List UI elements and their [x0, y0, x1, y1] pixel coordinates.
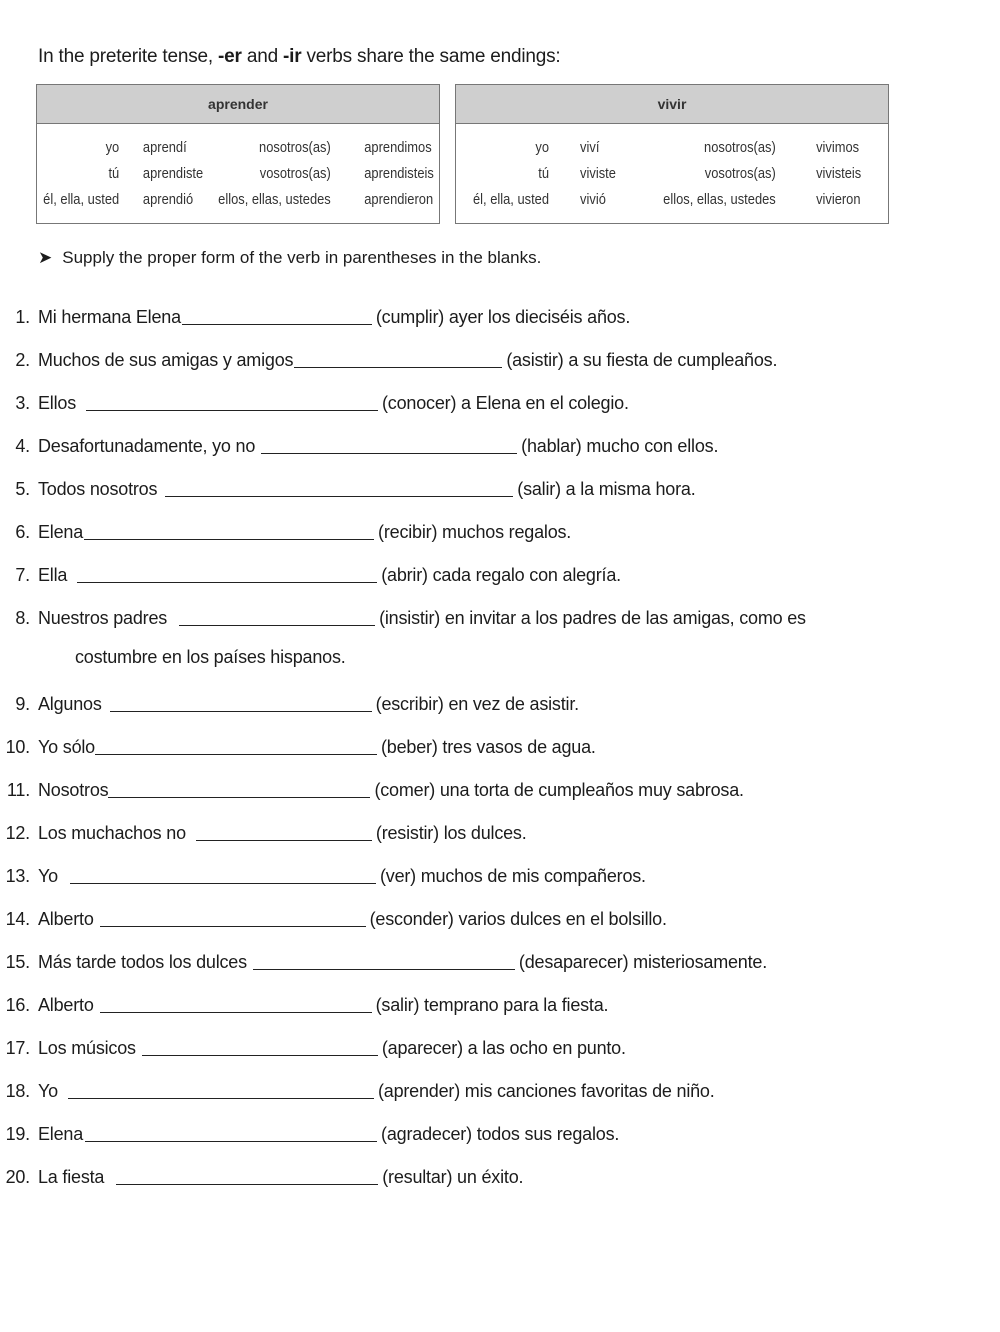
- pronoun: ellos, ellas, ustedes: [218, 190, 332, 208]
- verb-form: vivisteis: [815, 164, 862, 182]
- table-row: [456, 186, 885, 212]
- pronoun: nosotros(as): [259, 138, 332, 156]
- answer-blank[interactable]: [165, 474, 513, 497]
- pronoun: él, ella, usted: [472, 190, 549, 208]
- exercise-number: 11.: [6, 780, 30, 800]
- exercise-prompt: Desafortunadamente, yo no: [38, 436, 256, 456]
- exercise-number: 15.: [5, 952, 30, 972]
- aprender-conjugation-table: [36, 84, 440, 224]
- intro-post: verbs share the same endings:: [301, 46, 561, 67]
- exercise-verb-hint: (cumplir) ayer los dieciséis años.: [375, 307, 631, 327]
- exercise-verb-hint: (conocer) a Elena en el colegio.: [382, 393, 629, 413]
- exercise-verb-hint: (resultar) un éxito.: [382, 1167, 524, 1187]
- exercise-verb-hint: (asistir) a su fiesta de cumpleaños.: [506, 350, 778, 370]
- answer-blank[interactable]: [100, 904, 366, 927]
- exercise-item: [0, 341, 777, 371]
- exercise-prompt: Yo sólo: [38, 737, 95, 757]
- exercise-item: [0, 857, 646, 887]
- exercise-item: [0, 1029, 626, 1059]
- aprender-table-title: aprender: [37, 85, 439, 124]
- pronoun: vosotros(as): [260, 164, 332, 182]
- pronoun: yo: [105, 138, 120, 156]
- exercise-number: 8.: [15, 608, 30, 628]
- exercise-prompt: Elena: [38, 522, 84, 542]
- exercise-number: 17.: [5, 1038, 30, 1058]
- answer-blank[interactable]: [294, 345, 502, 368]
- intro-pre: In the preterite tense,: [38, 46, 219, 67]
- answer-blank[interactable]: [116, 1162, 378, 1185]
- exercise-prompt: Alberto: [38, 909, 94, 929]
- verb-form: viví: [580, 138, 600, 156]
- exercise-verb-hint: (agradecer) todos sus regalos.: [381, 1124, 620, 1144]
- answer-blank[interactable]: [70, 861, 376, 884]
- pronoun: tú: [538, 164, 549, 182]
- exercise-number: 10.: [5, 737, 30, 757]
- table-row: [456, 134, 885, 160]
- exercise-verb-hint: (aparecer) a las ocho en punto.: [381, 1038, 626, 1058]
- exercise-item: [0, 470, 696, 500]
- verb-form: vivieron: [815, 190, 861, 208]
- answer-blank[interactable]: [142, 1033, 378, 1056]
- instruction: [38, 248, 541, 268]
- exercise-number: 12.: [5, 823, 30, 843]
- intro-mid: and: [241, 46, 284, 67]
- exercise-verb-hint: (esconder) varios dulces en el bolsillo.: [369, 909, 667, 929]
- answer-blank[interactable]: [77, 560, 377, 583]
- vivir-table-body: [456, 134, 885, 212]
- exercise-prompt: La fiesta: [38, 1167, 105, 1187]
- exercise-prompt: Elena: [38, 1124, 84, 1144]
- exercise-number: 18.: [5, 1081, 30, 1101]
- exercise-prompt: Muchos de sus amigas y amigos: [38, 350, 294, 370]
- vivir-table-title: vivir: [456, 85, 888, 124]
- exercise-continuation: costumbre en los países hispanos.: [75, 647, 346, 667]
- intro-text: [38, 46, 561, 68]
- exercise-verb-hint: (salir) temprano para la fiesta.: [375, 995, 609, 1015]
- exercise-number: 20.: [5, 1167, 30, 1187]
- exercise-prompt: Yo: [38, 866, 58, 886]
- exercise-prompt: Ella: [38, 565, 68, 585]
- exercise-number: 19.: [5, 1124, 30, 1144]
- exercise-number: 13.: [5, 866, 30, 886]
- answer-blank[interactable]: [182, 302, 372, 325]
- instruction-text: Supply the proper form of the verb in parentheses in the blanks.: [62, 248, 542, 267]
- answer-blank[interactable]: [95, 732, 377, 755]
- verb-form: aprendió: [143, 190, 194, 208]
- table-row: [456, 160, 885, 186]
- pronoun: tú: [108, 164, 120, 182]
- aprender-table-body: [37, 134, 441, 212]
- exercise-prompt: Algunos: [38, 694, 102, 714]
- table-row: [37, 134, 441, 160]
- exercise-number: 1.: [15, 307, 30, 327]
- exercise-prompt: Más tarde todos los dulces: [38, 952, 247, 972]
- pronoun: ellos, ellas, ustedes: [663, 190, 776, 208]
- verb-form: aprendí: [143, 138, 188, 156]
- answer-blank[interactable]: [110, 689, 372, 712]
- exercise-item: [0, 384, 629, 414]
- exercise-verb-hint: (recibir) muchos regalos.: [378, 522, 572, 542]
- verb-form: vivió: [580, 190, 606, 208]
- exercise-item: [0, 298, 630, 328]
- answer-blank[interactable]: [86, 388, 378, 411]
- exercise-verb-hint: (comer) una torta de cumpleaños muy sabrosa.: [374, 780, 744, 800]
- exercise-prompt: Yo: [38, 1081, 58, 1101]
- exercise-verb-hint: (abrir) cada regalo con alegría.: [381, 565, 621, 585]
- exercise-item: [0, 556, 621, 586]
- verb-form: aprendimos: [364, 138, 433, 156]
- exercise-item: [0, 986, 608, 1016]
- exercise-item: [0, 728, 596, 758]
- exercise-verb-hint: (ver) muchos de mis compañeros.: [379, 866, 646, 886]
- exercise-number: 4.: [15, 436, 30, 456]
- exercise-number: 7.: [15, 565, 30, 585]
- answer-blank[interactable]: [85, 1119, 377, 1142]
- verb-form: vivimos: [815, 138, 859, 156]
- answer-blank[interactable]: [100, 990, 372, 1013]
- exercise-prompt: Nuestros padres: [38, 608, 168, 628]
- exercise-verb-hint: (desaparecer) misteriosamente.: [518, 952, 768, 972]
- intro-ir: -ir: [283, 46, 302, 67]
- exercise-prompt: Alberto: [38, 995, 94, 1015]
- pronoun: él, ella, usted: [43, 190, 120, 208]
- exercise-prompt: Los muchachos no: [38, 823, 186, 843]
- exercise-number: 5.: [15, 479, 30, 499]
- arrow-icon: ➤: [38, 248, 53, 267]
- exercise-prompt: Ellos: [38, 393, 77, 413]
- exercise-item: [0, 814, 527, 844]
- pronoun: vosotros(as): [704, 164, 776, 182]
- exercise-number: 3.: [15, 393, 30, 413]
- exercise-verb-hint: (escribir) en vez de asistir.: [375, 694, 579, 714]
- exercise-item: [0, 685, 579, 715]
- exercise-number: 16.: [5, 995, 30, 1015]
- verb-form: aprendiste: [143, 164, 204, 182]
- exercise-item: [0, 943, 767, 973]
- answer-blank[interactable]: [253, 947, 515, 970]
- exercise-verb-hint: (resistir) los dulces.: [375, 823, 527, 843]
- exercise-number: 9.: [15, 694, 30, 714]
- exercise-number: 6.: [15, 522, 30, 542]
- verb-form: aprendisteis: [364, 164, 435, 182]
- exercise-prompt: Todos nosotros: [38, 479, 158, 499]
- pronoun: nosotros(as): [704, 138, 776, 156]
- exercise-verb-hint: (salir) a la misma hora.: [517, 479, 696, 499]
- exercise-prompt: Los músicos: [38, 1038, 136, 1058]
- exercise-item: [0, 1158, 523, 1188]
- exercise-verb-hint: (beber) tres vasos de agua.: [381, 737, 596, 757]
- table-row: [37, 160, 441, 186]
- exercise-verb-hint: (aprender) mis canciones favoritas de niño.: [377, 1081, 715, 1101]
- exercise-number: 14.: [5, 909, 30, 929]
- exercise-verb-hint: (insistir) en invitar a los padres de las amigas, como es: [379, 608, 806, 628]
- answer-blank[interactable]: [196, 818, 372, 841]
- vivir-conjugation-table: [455, 84, 889, 224]
- answer-blank[interactable]: [108, 775, 370, 798]
- answer-blank[interactable]: [261, 431, 517, 454]
- answer-blank[interactable]: [68, 1076, 374, 1099]
- exercise-item: [0, 771, 744, 801]
- exercise-number: 2.: [15, 350, 30, 370]
- exercise-verb-hint: (hablar) mucho con ellos.: [521, 436, 719, 456]
- exercise-item: [0, 1115, 619, 1145]
- table-row: [37, 186, 441, 212]
- exercise-item: [0, 1072, 715, 1102]
- answer-blank[interactable]: [84, 517, 374, 540]
- exercise-item: [0, 900, 667, 930]
- exercise-item: [0, 427, 718, 457]
- exercise-item: [0, 599, 806, 629]
- exercise-item: [0, 513, 571, 543]
- exercise-prompt: Nosotros: [38, 780, 109, 800]
- answer-blank[interactable]: [179, 603, 375, 626]
- verb-form: aprendieron: [364, 190, 434, 208]
- exercise-prompt: Mi hermana Elena: [38, 307, 181, 327]
- intro-er: -er: [218, 46, 242, 67]
- verb-form: viviste: [580, 164, 616, 182]
- pronoun: yo: [535, 138, 549, 156]
